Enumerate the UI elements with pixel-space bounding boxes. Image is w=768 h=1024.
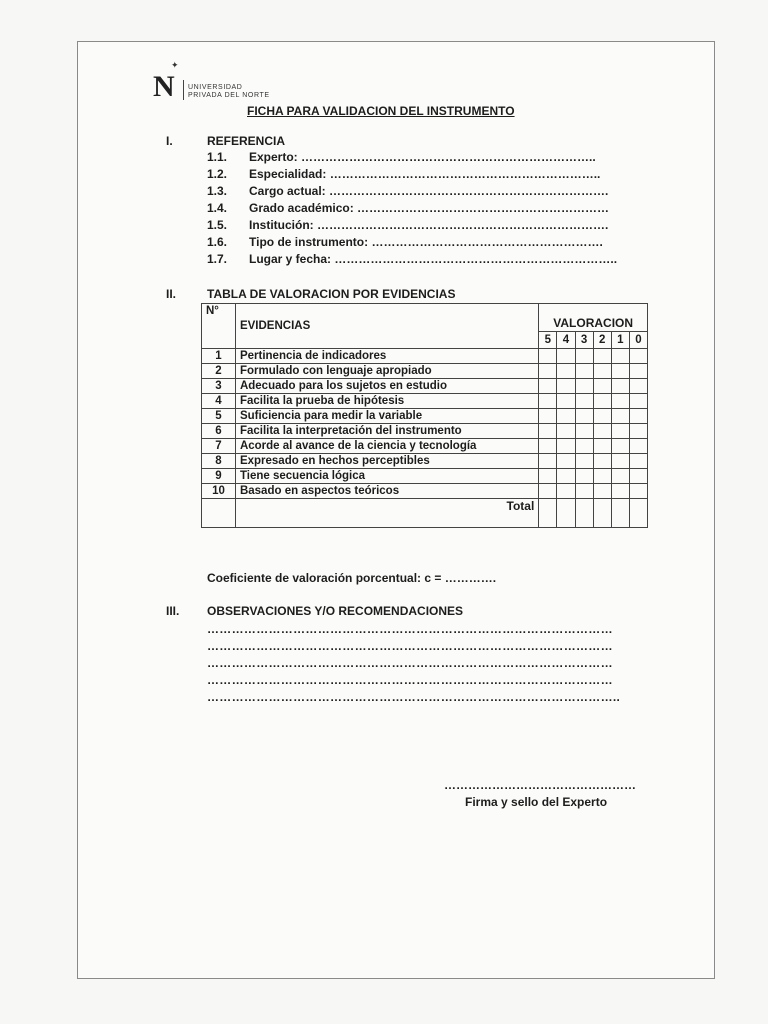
score-cell[interactable] <box>539 484 557 499</box>
score-cell[interactable] <box>557 409 575 424</box>
score-cell[interactable] <box>593 364 611 379</box>
evidence-text: Pertinencia de indicadores <box>235 349 538 364</box>
score-cell[interactable] <box>539 424 557 439</box>
score-cell[interactable] <box>557 364 575 379</box>
logo-star-icon: ✦ <box>171 60 179 70</box>
reference-item: 1.2. Especialidad: ………………………………………………………….. <box>207 167 601 181</box>
score-cell[interactable] <box>593 439 611 454</box>
evidence-text: Expresado en hechos perceptibles <box>235 454 538 469</box>
score-cell[interactable] <box>539 379 557 394</box>
score-cell[interactable] <box>629 349 647 364</box>
total-label: Total <box>235 499 538 528</box>
score-cell[interactable] <box>557 469 575 484</box>
evidence-text: Facilita la interpretación del instrumento <box>235 424 538 439</box>
logo-divider <box>183 80 184 100</box>
total-cell[interactable] <box>539 499 557 528</box>
observaciones-lines <box>207 621 637 706</box>
evidence-text: Formulado con lenguaje apropiado <box>235 364 538 379</box>
score-cell[interactable] <box>611 469 629 484</box>
score-cell[interactable] <box>593 379 611 394</box>
observation-line[interactable]: ……………………………………………………………………………………… <box>207 656 613 670</box>
score-cell[interactable] <box>539 409 557 424</box>
reference-item: 1.1. Experto: ……………………………………………………………….. <box>207 150 596 164</box>
reference-item-text: Especialidad: ………………………………………………………….. <box>249 167 601 181</box>
reference-item: 1.4. Grado académico: ……………………………………………………… <box>207 201 610 215</box>
total-cell[interactable] <box>611 499 629 528</box>
score-cell[interactable] <box>557 394 575 409</box>
score-cell[interactable] <box>557 424 575 439</box>
score-cell[interactable] <box>593 394 611 409</box>
col-header-valoracion: VALORACION <box>539 304 648 332</box>
score-cell[interactable] <box>575 439 593 454</box>
score-cell[interactable] <box>629 469 647 484</box>
score-cell[interactable] <box>575 394 593 409</box>
reference-item: 1.6. Tipo de instrumento: …………………………………………………. <box>207 235 603 249</box>
score-cell[interactable] <box>557 454 575 469</box>
section3-number: III. <box>166 604 180 618</box>
table-row: 1 Pertinencia de indicadores <box>202 349 648 364</box>
score-cell[interactable] <box>629 439 647 454</box>
score-cell[interactable] <box>575 409 593 424</box>
score-cell[interactable] <box>575 349 593 364</box>
table-row: 7 Acorde al avance de la ciencia y tecnología <box>202 439 648 454</box>
score-cell[interactable] <box>611 394 629 409</box>
score-cell[interactable] <box>593 424 611 439</box>
total-cell[interactable] <box>593 499 611 528</box>
score-cell[interactable] <box>557 484 575 499</box>
score-cell[interactable] <box>539 469 557 484</box>
score-cell[interactable] <box>575 454 593 469</box>
evidence-text: Facilita la prueba de hipótesis <box>235 394 538 409</box>
score-cell[interactable] <box>593 409 611 424</box>
table-row: 4 Facilita la prueba de hipótesis <box>202 394 648 409</box>
section1-title: REFERENCIA <box>207 134 286 148</box>
table-row: 10 Basado en aspectos teóricos <box>202 484 648 499</box>
table-row: 2 Formulado con lenguaje apropiado <box>202 364 648 379</box>
section1-number: I. <box>166 134 173 148</box>
university-logo: N <box>153 70 175 103</box>
score-cell[interactable] <box>539 439 557 454</box>
document-title: FICHA PARA VALIDACION DEL INSTRUMENTO <box>247 104 515 118</box>
score-cell[interactable] <box>575 379 593 394</box>
reference-item: 1.3. Cargo actual: ……………………………………………………………. <box>207 184 609 198</box>
score-header: 2 <box>593 332 611 349</box>
score-cell[interactable] <box>611 409 629 424</box>
section2-title: TABLA DE VALORACION POR EVIDENCIAS <box>207 287 456 301</box>
evidence-text: Suficiencia para medir la variable <box>235 409 538 424</box>
observation-line[interactable]: ……………………………………………………………………………………… <box>207 673 613 687</box>
table-row: 8 Expresado en hechos perceptibles <box>202 454 648 469</box>
signature-label: Firma y sello del Experto <box>465 795 608 809</box>
col-header-evidencias: EVIDENCIAS <box>235 304 538 349</box>
score-cell[interactable] <box>539 364 557 379</box>
coeficiente-line: Coeficiente de valoración porcentual: c = …………. <box>207 571 497 585</box>
score-cell[interactable] <box>593 484 611 499</box>
total-cell[interactable] <box>629 499 647 528</box>
logo-text <box>188 84 270 100</box>
score-cell[interactable] <box>593 349 611 364</box>
evidence-text: Basado en aspectos teóricos <box>235 484 538 499</box>
score-header: 4 <box>557 332 575 349</box>
total-row <box>202 499 648 528</box>
score-cell[interactable] <box>629 454 647 469</box>
signature-line[interactable]: ………………………………………… <box>444 778 636 792</box>
col-header-n: N° <box>202 304 236 349</box>
score-cell[interactable] <box>611 439 629 454</box>
score-cell[interactable] <box>539 394 557 409</box>
logo-line-1: UNIVERSIDAD <box>188 84 243 91</box>
reference-item-text: Lugar y fecha: …………………………………………………………….. <box>249 252 618 266</box>
score-header: 0 <box>629 332 647 349</box>
table-row: 5 Suficiencia para medir la variable <box>202 409 648 424</box>
total-cell[interactable] <box>575 499 593 528</box>
reference-item-text: Cargo actual: ……………………………………………………………. <box>249 184 609 198</box>
evidence-text: Adecuado para los sujetos en estudio <box>235 379 538 394</box>
score-header: 3 <box>575 332 593 349</box>
score-cell[interactable] <box>575 424 593 439</box>
score-cell[interactable] <box>629 424 647 439</box>
valoracion-table <box>201 303 648 528</box>
evidence-text: Acorde al avance de la ciencia y tecnología <box>235 439 538 454</box>
score-header: 5 <box>539 332 557 349</box>
section2-number: II. <box>166 287 177 301</box>
observation-line[interactable]: ……………………………………………………………………………………… <box>207 622 613 636</box>
logo-line-2: PRIVADA DEL NORTE <box>188 92 270 99</box>
reference-item-text: Experto: ……………………………………………………………….. <box>249 150 596 164</box>
score-cell[interactable] <box>629 394 647 409</box>
score-cell[interactable] <box>611 379 629 394</box>
score-cell[interactable] <box>539 349 557 364</box>
reference-item: 1.7. Lugar y fecha: …………………………………………………………….. <box>207 252 618 266</box>
score-cell[interactable] <box>593 469 611 484</box>
section3-title: OBSERVACIONES Y/O RECOMENDACIONES <box>207 604 464 618</box>
score-cell[interactable] <box>629 484 647 499</box>
score-cell[interactable] <box>557 379 575 394</box>
score-cell[interactable] <box>593 454 611 469</box>
score-cell[interactable] <box>611 349 629 364</box>
score-cell[interactable] <box>629 409 647 424</box>
score-cell[interactable] <box>629 364 647 379</box>
reference-item-text: Grado académico: ……………………………………………………… <box>249 201 610 215</box>
reference-item-text: Tipo de instrumento: …………………………………………………. <box>249 235 603 249</box>
score-cell[interactable] <box>575 364 593 379</box>
score-cell[interactable] <box>557 439 575 454</box>
score-cell[interactable] <box>629 379 647 394</box>
reference-item: 1.5. Institución: ………………………………………………………………. <box>207 218 609 232</box>
observation-line[interactable]: ……………………………………………………………………………………….. <box>207 690 621 704</box>
score-cell[interactable] <box>539 454 557 469</box>
score-cell[interactable] <box>611 424 629 439</box>
table-row: 3 Adecuado para los sujetos en estudio <box>202 379 648 394</box>
reference-item-text: Institución: ………………………………………………………………. <box>249 218 609 232</box>
score-cell[interactable] <box>557 349 575 364</box>
evidence-text: Tiene secuencia lógica <box>235 469 538 484</box>
score-cell[interactable] <box>611 484 629 499</box>
score-cell[interactable] <box>611 364 629 379</box>
total-cell[interactable] <box>557 499 575 528</box>
score-cell[interactable] <box>575 484 593 499</box>
table-row: 6 Facilita la interpretación del instrumento <box>202 424 648 439</box>
score-header: 1 <box>611 332 629 349</box>
score-cell[interactable] <box>611 454 629 469</box>
observation-line[interactable]: ……………………………………………………………………………………… <box>207 639 613 653</box>
score-cell[interactable] <box>575 469 593 484</box>
table-row: 9 Tiene secuencia lógica <box>202 469 648 484</box>
reference-list <box>207 149 617 268</box>
